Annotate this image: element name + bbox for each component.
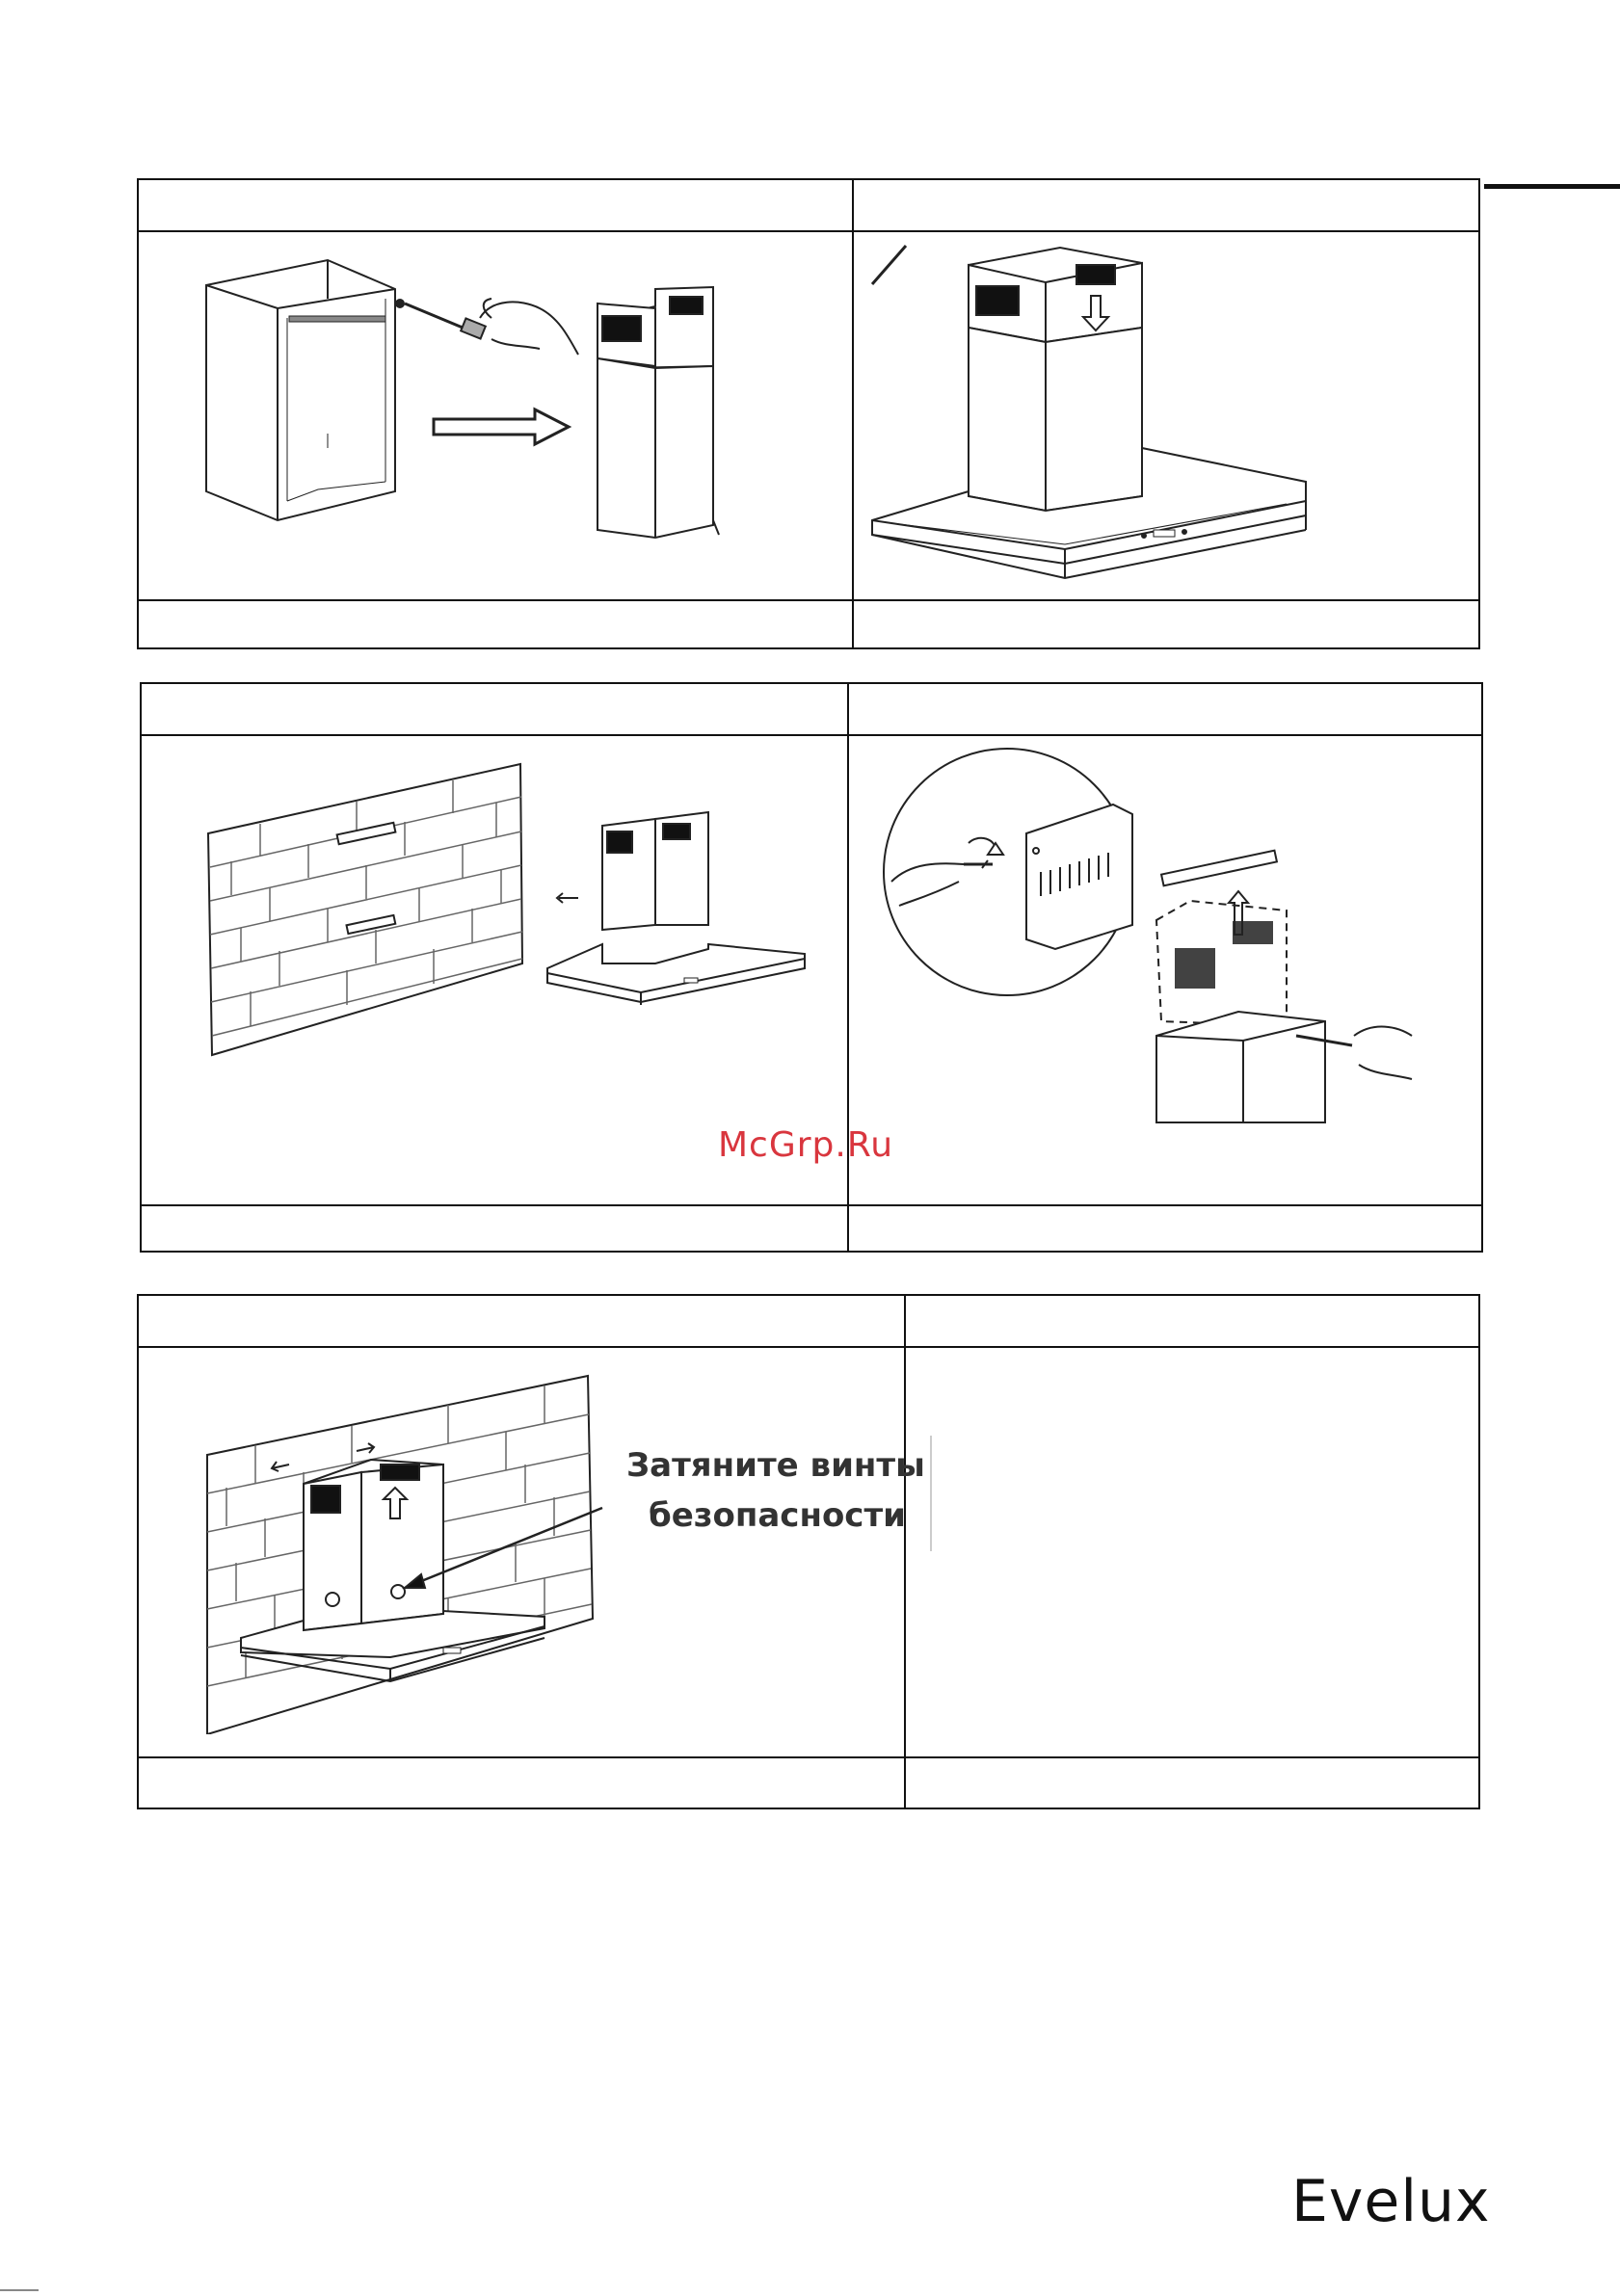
figure-bracket-detail (872, 747, 1470, 1142)
table-1-header-rule (139, 230, 1478, 232)
table-2-footer-rule (142, 1204, 1481, 1206)
faint-separator (930, 1436, 932, 1551)
page-corner-mark (0, 2289, 39, 2291)
table-3-header-rule (139, 1346, 1478, 1348)
table-1-footer-rule (139, 599, 1478, 601)
table-2-header-rule (142, 734, 1481, 736)
caption-line-1: Затяните винты (626, 1446, 925, 1485)
table-3-footer-rule (139, 1756, 1478, 1758)
watermark-text: McGrp.Ru (718, 1125, 894, 1165)
caption-line-2: безопасности (648, 1496, 906, 1535)
figure-tighten-screws (198, 1368, 660, 1734)
safety-screws-caption (626, 1440, 925, 1541)
page-edge-rule (1484, 184, 1620, 189)
figure-chimney-on-hood (853, 236, 1470, 593)
brand-logo: Evelux (1291, 2168, 1491, 2235)
figure-chimney-disassembly (173, 241, 848, 559)
table-3-column-divider (904, 1296, 906, 1808)
figure-wall-mounting (202, 756, 819, 1074)
